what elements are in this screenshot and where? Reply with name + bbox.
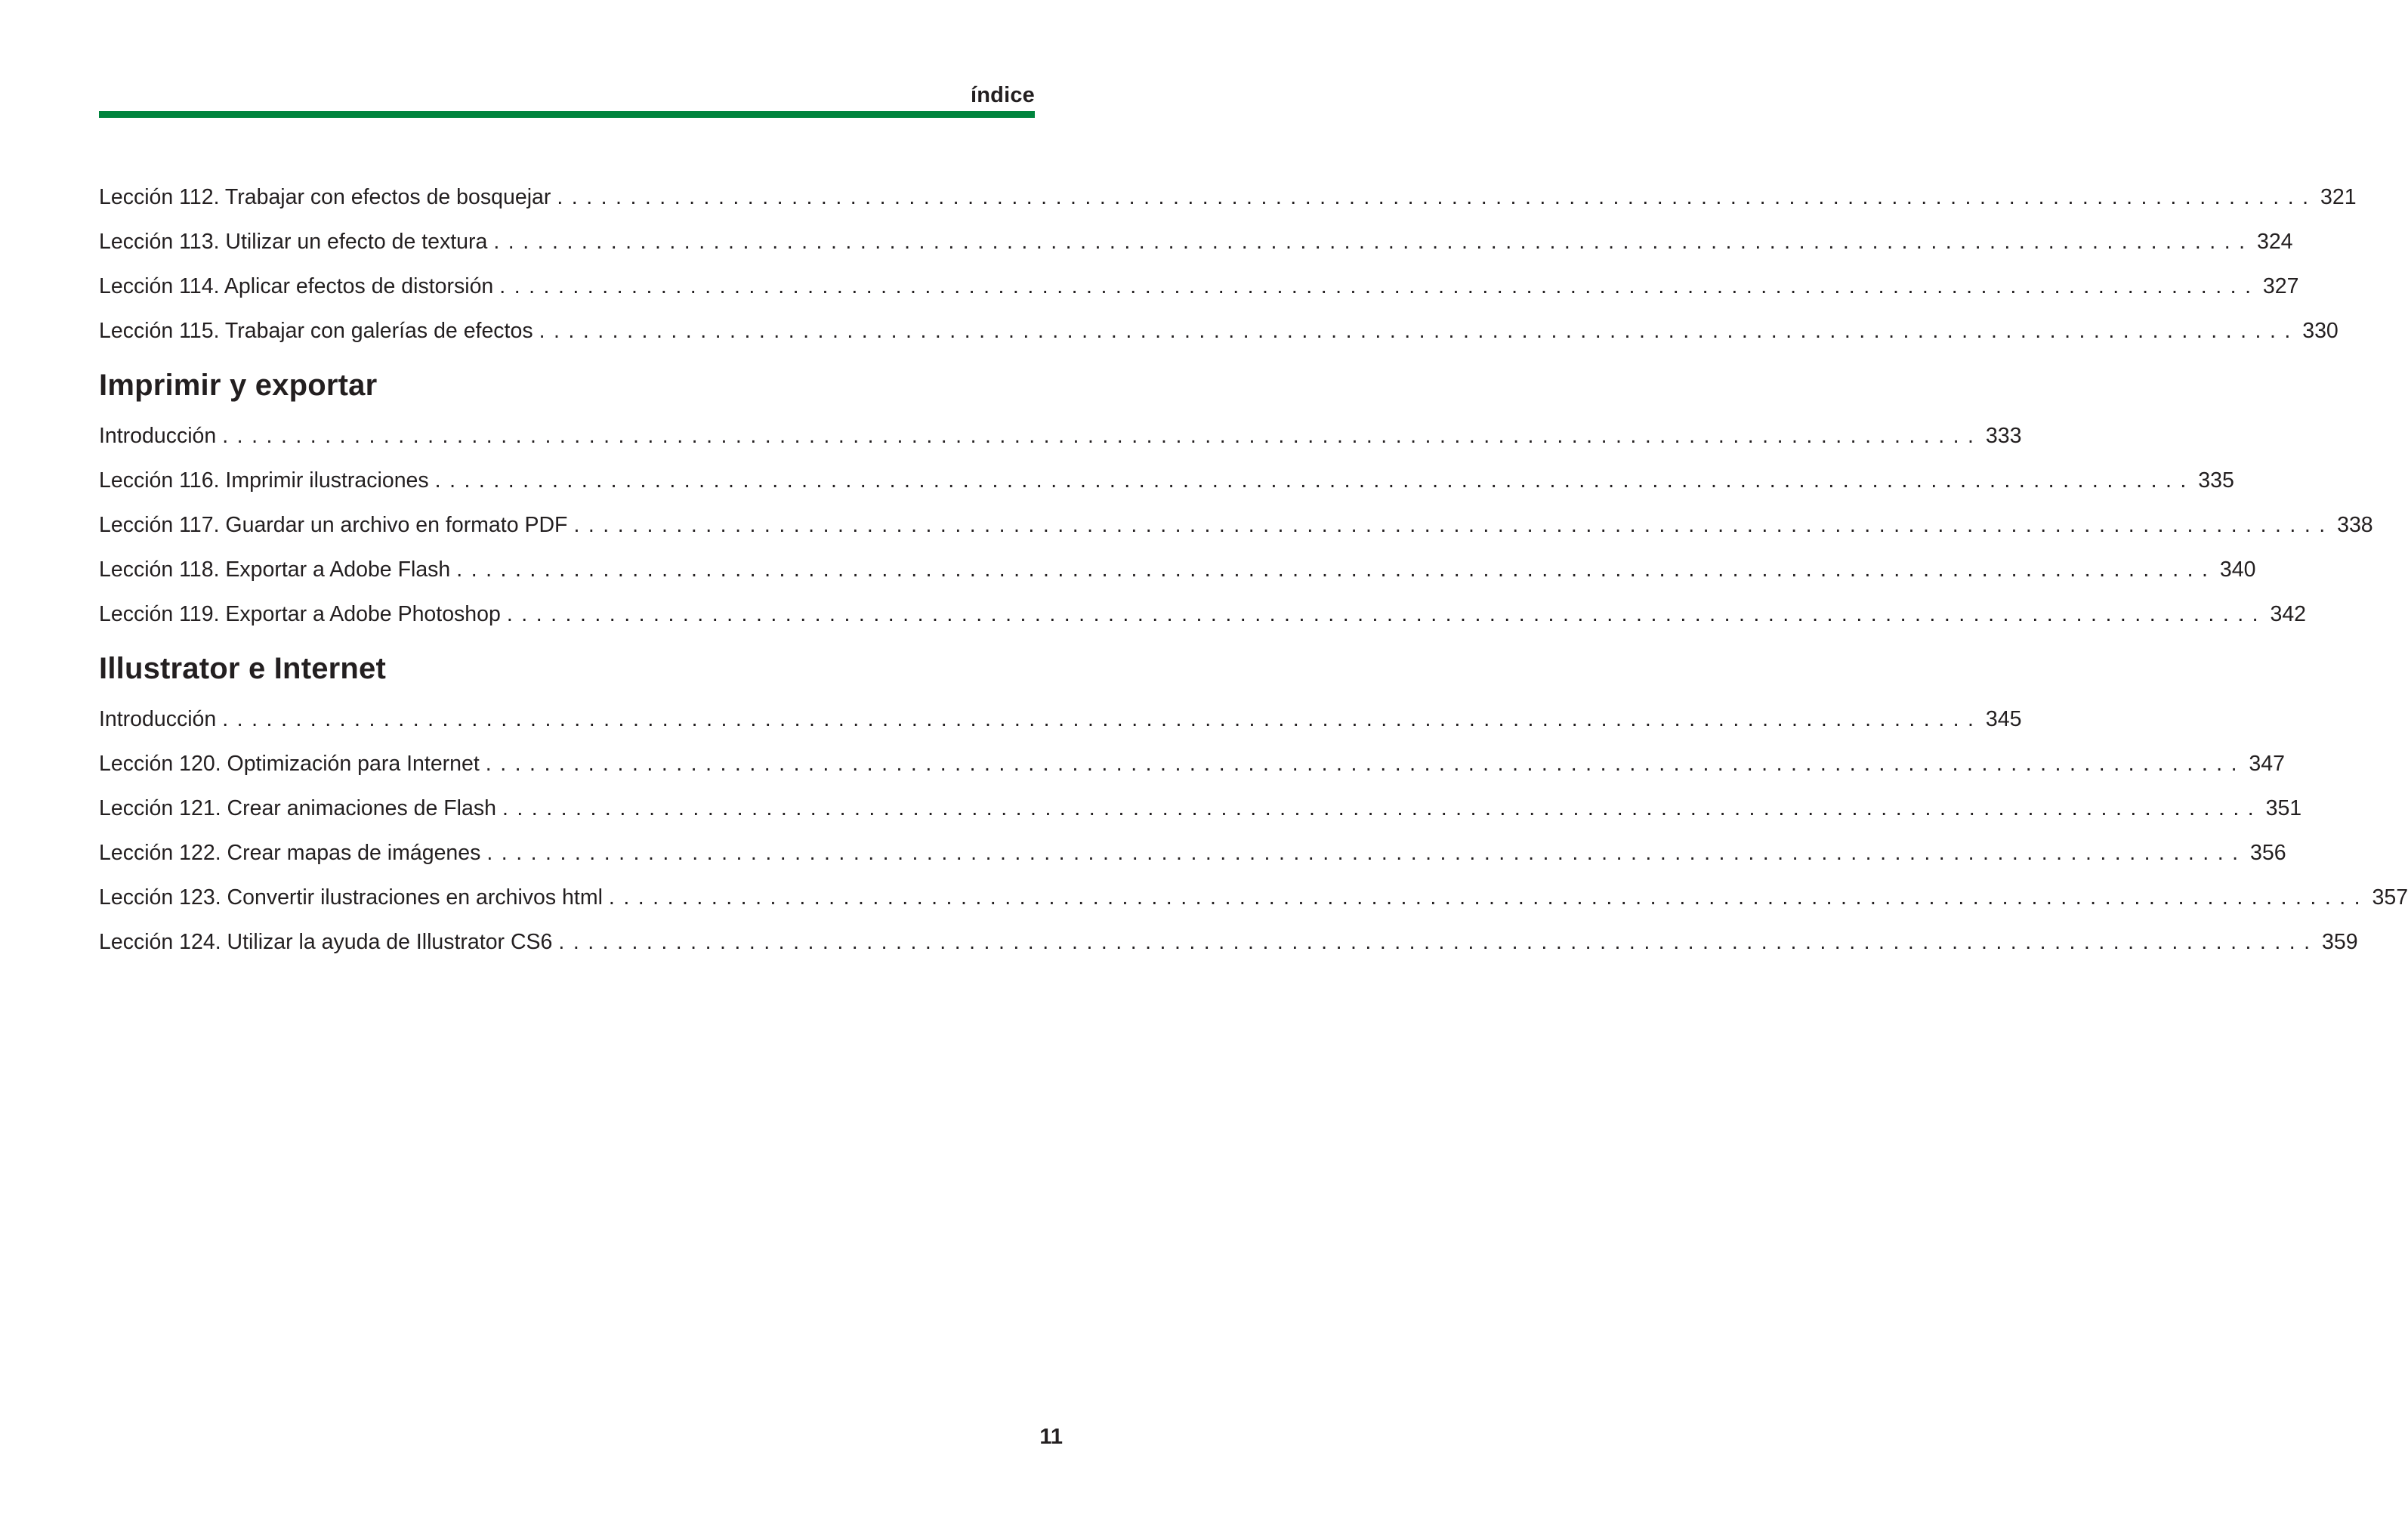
- toc-entry-page: 338: [2337, 513, 2373, 537]
- toc-entry-page: 324: [2256, 230, 2293, 254]
- toc-dot-leader: ........................................................................................................................: [222, 424, 1983, 448]
- toc-dot-leader: ........................................................................................................................: [558, 930, 2319, 954]
- page-number: 11: [1039, 1425, 1063, 1449]
- toc-entry-page: 342: [2270, 602, 2307, 626]
- toc-dot-leader: ........................................................................................................................: [434, 468, 2195, 493]
- toc-dot-leader: ........................................................................................................................: [573, 513, 2334, 537]
- toc-dot-leader: ........................................................................................................................: [456, 558, 2217, 582]
- toc-entry-page: 333: [1985, 424, 2022, 448]
- toc-entry-page: 351: [2265, 796, 2302, 820]
- toc-entry: [99, 831, 2286, 876]
- toc-entry: [99, 220, 2293, 264]
- toc-entry: [99, 697, 2022, 742]
- toc-entry: [99, 742, 2285, 786]
- toc-entry-label: Introducción: [99, 707, 217, 731]
- toc-entry-label: Lección 114. Aplicar efectos de distorsión: [99, 274, 494, 298]
- toc-entry-page: 357: [2372, 885, 2408, 910]
- toc-entry-label: Lección 121. Crear animaciones de Flash: [99, 796, 496, 820]
- toc-entry: [99, 264, 2299, 309]
- toc-entry-label: Lección 124. Utilizar la ayuda de Illustrator CS6: [99, 930, 553, 954]
- toc-group-intro: [99, 175, 2357, 354]
- toc-entry-page: 356: [2250, 841, 2286, 865]
- toc-entry-label: Lección 123. Convertir ilustraciones en archivos html: [99, 885, 603, 910]
- toc-entry: [99, 309, 2339, 354]
- header-rule: [99, 111, 1035, 118]
- toc-entry-label: Lección 119. Exportar a Adobe Photoshop: [99, 602, 501, 626]
- toc-entry: [99, 503, 2373, 548]
- toc-dot-leader: ........................................................................................................................: [539, 319, 2299, 343]
- toc-entry-page: 345: [1985, 707, 2022, 731]
- toc-section-internet: [99, 650, 2408, 965]
- toc-entry: [99, 459, 2234, 503]
- section-title: Illustrator e Internet: [99, 652, 387, 685]
- running-head-title: índice: [971, 83, 1035, 107]
- toc-dot-leader: ........................................................................................................................: [493, 230, 2254, 254]
- toc-entry-label: Lección 116. Imprimir ilustraciones: [99, 468, 429, 493]
- toc-entry: [99, 876, 2408, 920]
- toc-entry-page: 327: [2262, 274, 2299, 298]
- section-title: Imprimir y exportar: [99, 369, 378, 402]
- toc-entry-label: Lección 122. Crear mapas de imágenes: [99, 841, 481, 865]
- toc-dot-leader: ........................................................................................................................: [499, 274, 2260, 298]
- toc-dot-leader: ........................................................................................................................: [222, 707, 1983, 731]
- toc-dot-leader: ........................................................................................................................: [608, 885, 2369, 910]
- toc-entry-label: Lección 115. Trabajar con galerías de efectos: [99, 319, 533, 343]
- toc-entry-page: 321: [2320, 185, 2357, 209]
- toc-entry-label: Lección 117. Guardar un archivo en formato PDF: [99, 513, 568, 537]
- toc-dot-leader: ........................................................................................................................: [557, 185, 2317, 209]
- toc-entry-page: 340: [2219, 558, 2256, 582]
- toc-entry-label: Lección 113. Utilizar un efecto de textura: [99, 230, 488, 254]
- toc-entry: [99, 786, 2302, 831]
- toc-entry-page: 335: [2198, 468, 2234, 493]
- toc-dot-leader: ........................................................................................................................: [486, 841, 2247, 865]
- toc-section-imprimir: [99, 367, 2373, 637]
- toc-entry-page: 330: [2302, 319, 2339, 343]
- toc-content: [99, 175, 2408, 965]
- toc-entry-label: Introducción: [99, 424, 217, 448]
- toc-dot-leader: ........................................................................................................................: [506, 602, 2268, 626]
- toc-entry: [99, 592, 2307, 637]
- toc-entry-label: Lección 118. Exportar a Adobe Flash: [99, 558, 451, 582]
- toc-entry-page: 359: [2322, 930, 2358, 954]
- toc-entry-page: 347: [2249, 752, 2285, 776]
- toc-entry-label: Lección 120. Optimización para Internet: [99, 752, 480, 776]
- toc-entry: [99, 414, 2022, 459]
- toc-dot-leader: ........................................................................................................................: [502, 796, 2263, 820]
- toc-entry: [99, 548, 2256, 592]
- toc-dot-leader: ........................................................................................................................: [485, 752, 2246, 776]
- toc-entry: [99, 175, 2357, 220]
- toc-entry-label: Lección 112. Trabajar con efectos de bosquejar: [99, 185, 551, 209]
- toc-entry: [99, 920, 2358, 965]
